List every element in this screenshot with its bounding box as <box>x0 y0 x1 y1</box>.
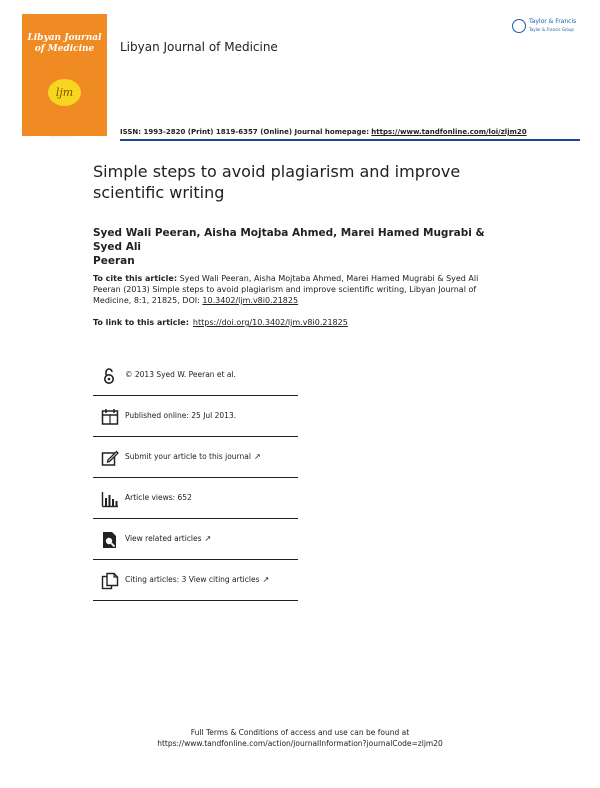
cite-line1: Syed Wali Peeran, Aisha Mojtaba Ahmed, Marei Hamed Mugrabi & Syed Ali <box>179 274 479 283</box>
copyright-text: © 2013 Syed W. Peeran et al. <box>125 370 236 379</box>
issn-text: ISSN: 1993-2820 (Print) 1819-6357 (Online) Journal homepage: <box>120 128 370 136</box>
edit-pencil-icon <box>101 449 119 467</box>
bar-chart-icon <box>101 490 119 508</box>
article-doi-url[interactable]: https://doi.org/10.3402/ljm.v8i0.21825 <box>192 318 348 327</box>
related-row[interactable] <box>93 519 298 560</box>
cover-ljm-logo: ljm <box>48 79 81 106</box>
citation-block <box>93 273 508 306</box>
views-text: Article views: 652 <box>125 493 192 502</box>
article-authors <box>93 226 513 268</box>
journal-name[interactable]: Libyan Journal of Medicine <box>120 40 278 54</box>
footer-journal-info-link[interactable]: https://www.tandfonline.com/action/journalInformation?journalCode=zljm20 <box>157 739 443 748</box>
related-text: View related articles <box>125 534 202 543</box>
external-link-icon: ↗ <box>204 534 212 543</box>
external-link-icon: ↗ <box>253 452 261 461</box>
citing-row[interactable] <box>93 560 298 601</box>
cite-line3: Medicine, 8:1, 21825, DOI: <box>93 296 200 305</box>
citing-text: Citing articles: 3 View citing articles <box>125 575 260 584</box>
publisher-logo[interactable] <box>512 17 584 37</box>
published-row <box>93 396 298 437</box>
article-title-line1: Simple steps to avoid plagiarism and improve <box>93 162 461 181</box>
cover-title <box>22 33 107 55</box>
publisher-logo-name: Taylor & Francis <box>529 18 577 25</box>
views-row <box>93 478 298 519</box>
article-title <box>93 161 513 203</box>
link-label: To link to this article: <box>93 318 189 327</box>
article-title-line2: scientific writing <box>93 183 225 202</box>
citing-documents-icon <box>101 572 119 590</box>
article-metrics <box>93 355 298 601</box>
open-access-lock-icon <box>101 367 119 385</box>
issn-line <box>120 128 527 136</box>
cover-title-line2: of Medicine <box>34 44 95 54</box>
publisher-logo-group: Taylor & Francis Group <box>529 27 574 32</box>
cover-title-line1: Libyan Journal <box>27 33 102 43</box>
published-text: Published online: 25 Jul 2013. <box>125 411 237 420</box>
doi-link[interactable]: 10.3402/ljm.v8i0.21825 <box>202 296 299 305</box>
submit-row[interactable] <box>93 437 298 478</box>
publisher-logo-icon <box>512 19 526 33</box>
cover-publisher: Taylor & Francis <box>50 135 74 139</box>
footer-line1: Full Terms & Conditions of access and use can be found at <box>190 728 410 737</box>
header-divider <box>120 139 580 141</box>
terms-footer <box>0 727 600 749</box>
submit-link[interactable] <box>125 452 261 461</box>
authors-line2: Peeran <box>93 255 135 267</box>
cite-line2: Peeran (2013) Simple steps to avoid plagiarism and improve scientific writing, Libyan Journal of <box>93 285 477 294</box>
journal-cover <box>22 14 107 139</box>
related-link[interactable] <box>125 534 211 543</box>
external-link-icon: ↗ <box>262 575 270 584</box>
cite-label: To cite this article: <box>93 274 178 283</box>
calendar-icon <box>101 408 119 426</box>
article-link-line <box>93 318 508 327</box>
submit-text: Submit your article to this journal <box>125 452 251 461</box>
journal-homepage-link[interactable]: https://www.tandfonline.com/loi/zljm20 <box>371 128 527 136</box>
related-search-icon <box>101 531 119 549</box>
citing-link[interactable] <box>125 575 269 584</box>
copyright-row <box>93 355 298 396</box>
authors-line1: Syed Wali Peeran, Aisha Mojtaba Ahmed, Marei Hamed Mugrabi & Syed Ali <box>93 227 485 253</box>
